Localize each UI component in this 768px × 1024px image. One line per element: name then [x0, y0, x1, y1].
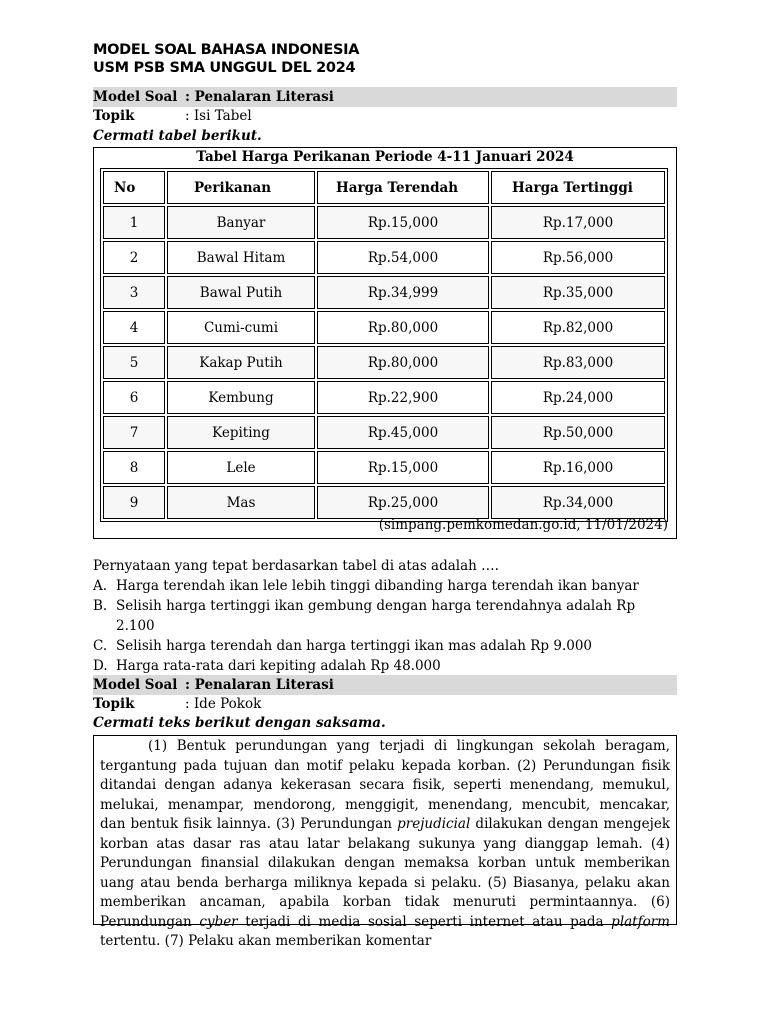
cell-harga-tertinggi: Rp.24,000 — [491, 381, 665, 414]
option-d — [93, 656, 677, 676]
table-row — [103, 276, 665, 309]
price-table — [100, 168, 668, 522]
section1-model-value: : Penalaran Literasi — [185, 89, 334, 105]
table-source: (simpang.pemkomedan.go.id, 11/01/2024) — [378, 517, 668, 533]
option-a — [93, 576, 677, 596]
section2-topic-row — [93, 694, 677, 714]
cell-harga-terendah: Rp.22,900 — [317, 381, 489, 414]
passage-text-1: (1) Bentuk perundungan yang terjadi di lingkungan sekolah beragam, tergantung pada tujuan dan motif pelaku kepada korban. (2) Perundungan fisik ditandai dengan adanya kekerasan secara fisik, seperti menendang, memukul, melukai, menampar, mendorong, menggigit, menendang, mencubit, mencakar, dan bentuk fisik lainnya. (3) Perundungan — [100, 738, 670, 832]
table-caption: Tabel Harga Perikanan Periode 4-11 Januari 2024 — [196, 149, 574, 165]
section2-model-row — [93, 675, 677, 695]
cell-perikanan: Kembung — [167, 381, 315, 414]
price-table-box — [93, 147, 677, 539]
document-title-line1: MODEL SOAL BAHASA INDONESIA — [93, 42, 360, 58]
cell-no: 4 — [103, 311, 165, 344]
header-harga-tertinggi: Harga Tertinggi — [491, 171, 665, 204]
cell-perikanan: Lele — [167, 451, 315, 484]
cell-harga-terendah: Rp.80,000 — [317, 346, 489, 379]
question-1 — [93, 556, 677, 676]
option-letter: D. — [93, 658, 108, 674]
cell-no: 8 — [103, 451, 165, 484]
cell-perikanan: Kakap Putih — [167, 346, 315, 379]
option-text: Harga terendah ikan lele lebih tinggi dibanding harga terendah ikan banyar — [116, 578, 639, 594]
cell-harga-tertinggi: Rp.56,000 — [491, 241, 665, 274]
question-stem: Pernyataan yang tepat berdasarkan tabel di atas adalah …. — [93, 558, 499, 574]
passage-text-4: tertentu. (7) Pelaku akan memberikan komentar — [100, 933, 432, 949]
option-text: Harga rata-rata dari kepiting adalah Rp 48.000 — [116, 658, 441, 674]
section2-instruction: Cermati teks berikut dengan saksama. — [93, 715, 386, 731]
section2-model-value: : Penalaran Literasi — [185, 677, 334, 693]
passage-italic-1: prejudicial — [397, 816, 471, 832]
section2-topic-value: : Ide Pokok — [185, 696, 262, 712]
section1-instruction: Cermati tabel berikut. — [93, 128, 262, 144]
option-b — [93, 596, 677, 636]
option-text: Selisih harga tertinggi ikan gembung dengan harga terendahnya adalah Rp 2.100 — [116, 598, 636, 634]
cell-harga-terendah: Rp.34,999 — [317, 276, 489, 309]
cell-perikanan: Banyar — [167, 206, 315, 239]
passage-italic-2: cyber — [199, 913, 238, 930]
passage-text-3: terjadi di media sosial seperti internet atau pada — [237, 913, 612, 930]
cell-harga-tertinggi: Rp.50,000 — [491, 416, 665, 449]
table-row — [103, 241, 665, 274]
option-letter: A. — [93, 578, 108, 594]
section1-topic-value: : Isi Tabel — [185, 108, 252, 124]
header-no: No — [103, 171, 165, 204]
option-text: Selisih harga terendah dan harga tertinggi ikan mas adalah Rp 9.000 — [116, 638, 593, 654]
reading-passage — [93, 735, 677, 949]
table-row — [103, 381, 665, 414]
table-row — [103, 346, 665, 379]
table-row — [103, 311, 665, 344]
cell-harga-tertinggi: Rp.16,000 — [491, 451, 665, 484]
cell-harga-tertinggi: Rp.83,000 — [491, 346, 665, 379]
cell-no: 2 — [103, 241, 165, 274]
section1-model-key: Model Soal — [93, 89, 178, 105]
cell-perikanan: Cumi-cumi — [167, 311, 315, 344]
cell-harga-terendah: Rp.54,000 — [317, 241, 489, 274]
table-row — [103, 451, 665, 484]
cell-no: 7 — [103, 416, 165, 449]
cell-no: 9 — [103, 486, 165, 519]
cell-harga-terendah: Rp.15,000 — [317, 451, 489, 484]
option-c — [93, 636, 677, 656]
header-perikanan: Perikanan — [167, 171, 315, 204]
cell-harga-terendah: Rp.25,000 — [317, 486, 489, 519]
section1-topic-key: Topik — [93, 108, 135, 124]
cell-no: 3 — [103, 276, 165, 309]
cell-harga-terendah: Rp.15,000 — [317, 206, 489, 239]
cell-harga-tertinggi: Rp.35,000 — [491, 276, 665, 309]
cell-harga-tertinggi: Rp.82,000 — [491, 311, 665, 344]
section1-model-row — [93, 87, 677, 107]
table-row — [103, 416, 665, 449]
cell-no: 1 — [103, 206, 165, 239]
header-harga-terendah: Harga Terendah — [317, 171, 489, 204]
table-row — [103, 486, 665, 519]
section2-model-key: Model Soal — [93, 677, 178, 693]
section1-topic-row — [93, 106, 677, 126]
cell-perikanan: Bawal Putih — [167, 276, 315, 309]
option-letter: B. — [93, 598, 108, 614]
cell-harga-tertinggi: Rp.17,000 — [491, 206, 665, 239]
cell-harga-terendah: Rp.80,000 — [317, 311, 489, 344]
cell-harga-tertinggi: Rp.34,000 — [491, 486, 665, 519]
cell-no: 6 — [103, 381, 165, 414]
cell-perikanan: Bawal Hitam — [167, 241, 315, 274]
cell-perikanan: Mas — [167, 486, 315, 519]
table-header-row — [103, 171, 665, 204]
section2-topic-key: Topik — [93, 696, 135, 712]
cell-harga-terendah: Rp.45,000 — [317, 416, 489, 449]
passage-text-2: dilakukan dengan mengejek korban atas dasar ras atau latar belakang sukunya yang dianggap lemah. (4) Perundungan finansial dilakukan dengan memaksa korban untuk memberikan uang atau benda berharga miliknya kepada si pelaku. (5) Biasanya, pelaku akan memberikan ancaman, apabila korban tidak menuruti permintaannya. (6) Perundungan — [100, 816, 670, 930]
document-title-line2: USM PSB SMA UNGGUL DEL 2024 — [93, 60, 356, 76]
passage-italic-3: platform — [611, 913, 670, 930]
option-letter: C. — [93, 638, 108, 654]
cell-perikanan: Kepiting — [167, 416, 315, 449]
cell-no: 5 — [103, 346, 165, 379]
table-row — [103, 206, 665, 239]
